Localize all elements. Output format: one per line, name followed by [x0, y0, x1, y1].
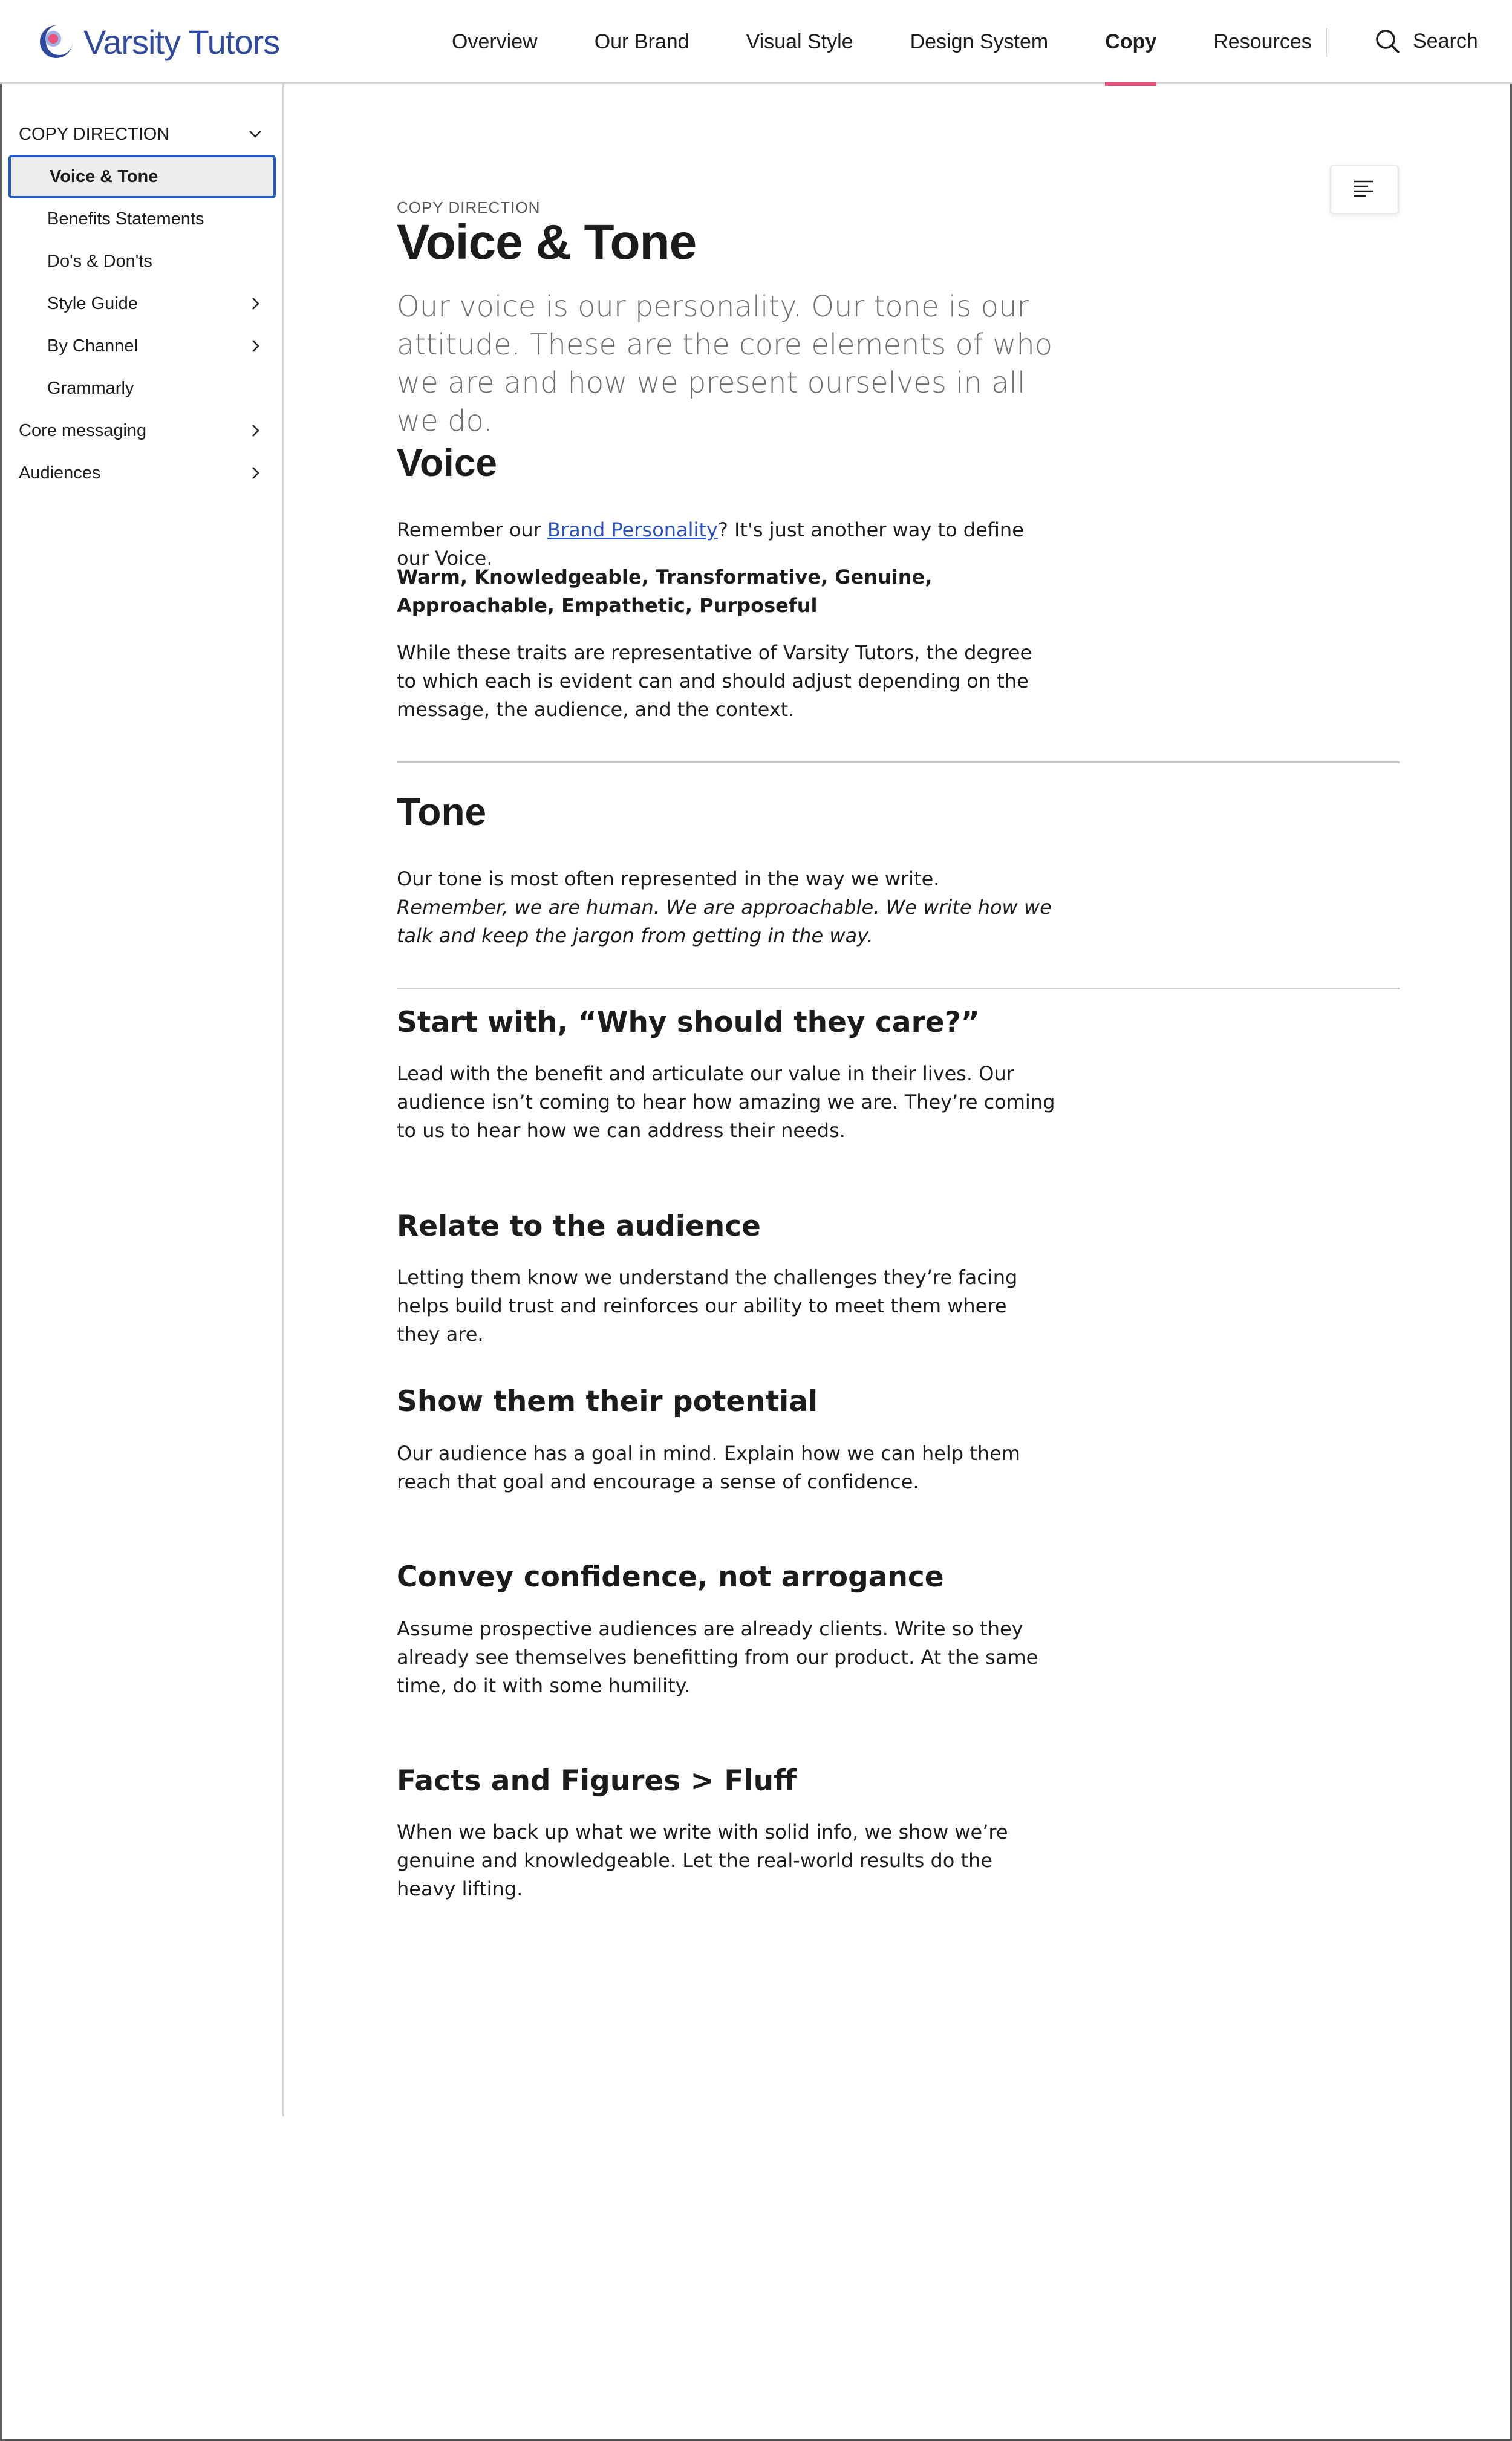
sidebar-item-label: Voice & Tone	[50, 166, 158, 186]
principle-title: Relate to the audience	[397, 1210, 761, 1243]
chevron-down-icon	[243, 122, 267, 146]
tone-body-italic: Remember, we are human. We are approachable. We write how we talk and keep the jargon from getting in the way.	[397, 896, 1052, 947]
nav-divider	[1326, 28, 1327, 57]
nav-overview[interactable]	[423, 0, 566, 84]
sidebar-section-copy-direction[interactable]	[8, 112, 276, 156]
search-icon	[1374, 28, 1401, 54]
chevron-right-icon	[243, 461, 267, 485]
main-nav	[423, 0, 1340, 84]
table-of-contents-button[interactable]	[1330, 165, 1399, 214]
sidebar-item-benefits-statements[interactable]	[8, 197, 276, 241]
sidebar-item-grammarly[interactable]	[8, 367, 276, 410]
nav-overview-label: Overview	[452, 30, 538, 53]
sidebar-nav	[0, 84, 284, 2116]
chevron-right-icon	[243, 292, 267, 316]
sidebar-item-label: Core messaging	[19, 420, 147, 440]
voice-body: While these traits are representative of Varsity Tutors, the degree to which each is evident can and should adjust depending on the message, the audience, and the context.	[397, 641, 1032, 721]
principle-title: Start with, “Why should they care?”	[397, 1006, 980, 1039]
principle-title: Convey confidence, not arrogance	[397, 1560, 944, 1594]
logo-mark-icon	[37, 23, 75, 60]
voice-intro-before: Remember our	[397, 518, 548, 541]
brand-logo-text: Varsity Tutors	[83, 22, 280, 61]
principle-body: Letting them know we understand the challenges they’re facing helps build trust and reinforces our ability to meet them where they are.	[397, 1266, 1018, 1346]
page-eyebrow: COPY DIRECTION	[397, 198, 541, 217]
table-of-contents-icon	[1352, 179, 1377, 200]
principle-title: Show them their potential	[397, 1385, 818, 1418]
page-lead: Our voice is our personality. Our tone is our attitude. These are the core elements of who we are and how we present ourselves in all we do.	[397, 290, 1053, 438]
voice-traits: Warm, Knowledgeable, Transformative, Genuine, Approachable, Empathetic, Purposeful	[397, 565, 933, 617]
sidebar-item-style-guide[interactable]	[8, 282, 276, 325]
nav-copy-label: Copy	[1105, 30, 1157, 53]
sidebar-item-audiences[interactable]	[8, 451, 276, 495]
tone-body	[397, 865, 1056, 950]
section-divider	[397, 761, 1400, 763]
sidebar-item-label: Benefits Statements	[47, 209, 204, 229]
top-header	[0, 0, 1512, 84]
brand-personality-link[interactable]: Brand Personality	[547, 518, 718, 541]
tone-heading: Tone	[397, 790, 487, 833]
nav-design-system[interactable]	[882, 0, 1077, 84]
search-label: Search	[1413, 29, 1478, 53]
nav-visual-style[interactable]	[718, 0, 882, 84]
sidebar-item-label: By Channel	[47, 336, 138, 356]
sidebar-item-label: Audiences	[19, 463, 101, 483]
nav-design-system-label: Design System	[910, 30, 1049, 53]
nav-resources[interactable]	[1185, 0, 1340, 84]
sidebar-item-voice-tone[interactable]	[8, 155, 276, 198]
principle-title: Facts and Figures > Fluff	[397, 1764, 797, 1797]
principle-body: Lead with the benefit and articulate our value in their lives. Our audience isn’t coming to hear how amazing we are. They’re coming to us to hear how we can address their needs.	[397, 1062, 1055, 1142]
page-title: Voice & Tone	[397, 215, 697, 270]
sidebar-item-core-messaging[interactable]	[8, 409, 276, 452]
sidebar-item-label: Grammarly	[47, 378, 134, 398]
nav-copy[interactable]	[1077, 0, 1185, 84]
sidebar-item-dos-donts[interactable]	[8, 240, 276, 283]
nav-our-brand-label: Our Brand	[594, 30, 689, 53]
nav-visual-style-label: Visual Style	[746, 30, 853, 53]
brand-logo[interactable]	[37, 21, 279, 63]
voice-heading: Voice	[397, 441, 497, 484]
voice-intro-after: ? It's just another way to define our Voice.	[397, 518, 1024, 570]
section-divider	[397, 988, 1400, 989]
chevron-right-icon	[243, 334, 267, 358]
nav-resources-label: Resources	[1213, 30, 1312, 53]
principle-body: Assume prospective audiences are already clients. Write so they already see themselves benefitting from our product. At the same time, do it with some humility.	[397, 1617, 1038, 1697]
tone-body-plain: Our tone is most often represented in the way we write.	[397, 867, 940, 890]
sidebar-item-by-channel[interactable]	[8, 324, 276, 368]
search-button[interactable]	[1374, 24, 1478, 58]
nav-our-brand[interactable]	[566, 0, 718, 84]
sidebar-item-label: Style Guide	[47, 293, 138, 313]
chevron-right-icon	[243, 419, 267, 443]
sidebar-section-title: COPY DIRECTION	[19, 124, 170, 144]
sidebar-item-label: Do's & Don'ts	[47, 251, 152, 271]
principle-body: When we back up what we write with solid info, we show we’re genuine and knowledgeable. Let the real-world results do the heavy lifting.	[397, 1820, 1008, 1900]
principle-body: Our audience has a goal in mind. Explain how we can help them reach that goal and encourage a sense of confidence.	[397, 1442, 1020, 1493]
